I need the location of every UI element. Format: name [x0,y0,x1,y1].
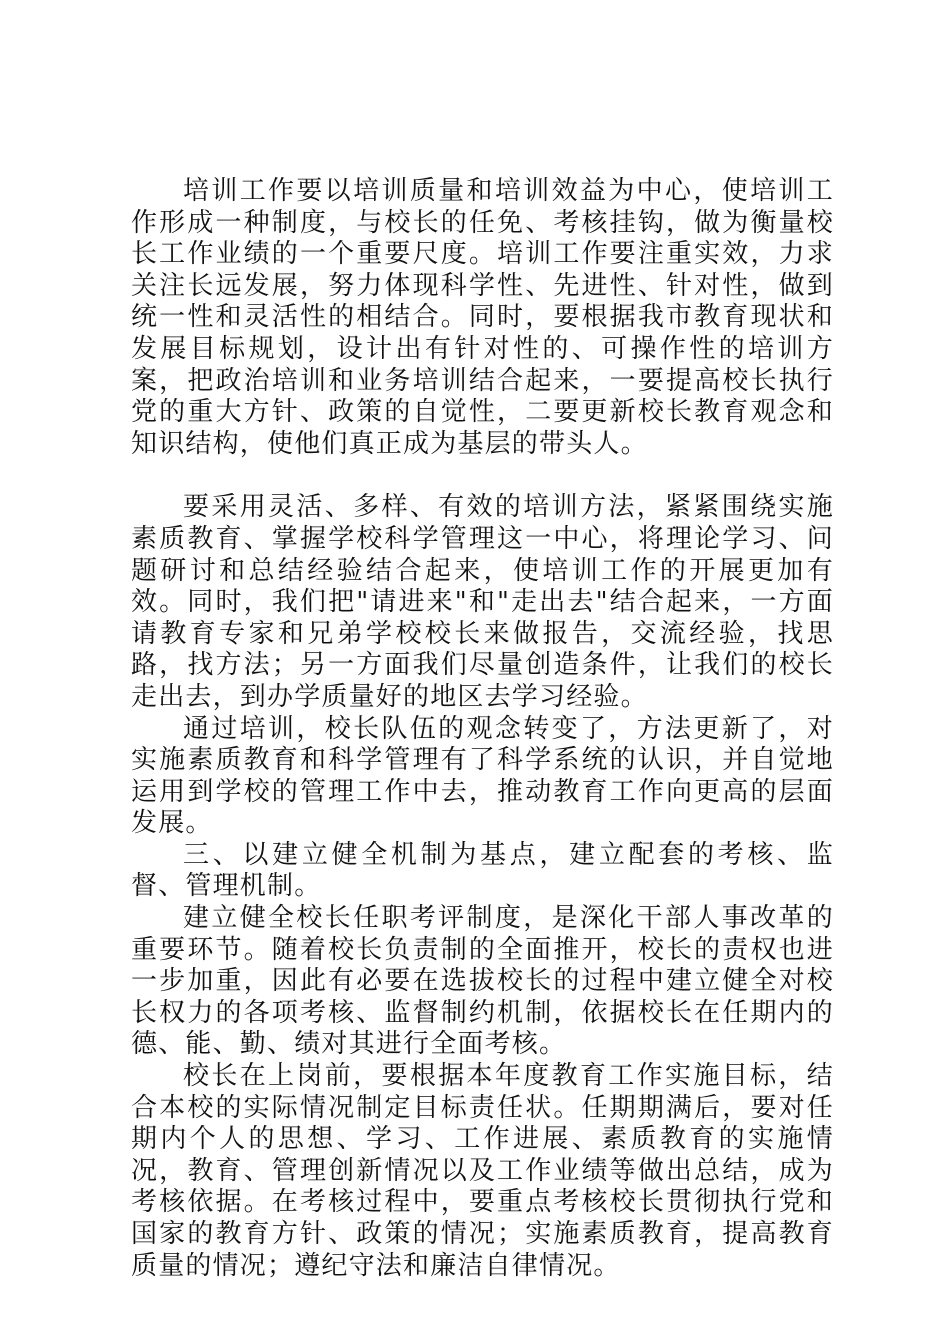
section-heading-mechanism: 三、以建立健全机制为基点，建立配套的考核、监督、管理机制。 [131,839,834,902]
paragraph-training-goals: 培训工作要以培训质量和培训效益为中心，使培训工作形成一种制度，与校长的任免、考核挂钩，做为衡量校长工作业绩的一个重要尺度。培训工作要注重实效，力求关注长远发展，努力体现科学性、先进性、针对性，做到统一性和灵活性的相结合。同时，要根据我市教育现状和发展目标规划，设计出有针对性的、可操作性的培训方案，把政治培训和业务培训结合起来，一要提高校长执行党的重大方针、政策的自觉性，二要更新校长教育观念和知识结构，使他们真正成为基层的带头人。 [131,176,834,459]
paragraph-responsibility-assessment: 校长在上岗前，要根据本年度教育工作实施目标，结合本校的实际情况制定目标责任状。任期期满后，要对任期内个人的思想、学习、工作进展、素质教育的实施情况，教育、管理创新情况以及工作业绩等做出总结，成为考核依据。在考核过程中，要重点考核校长贯彻执行党和国家的教育方针、政策的情况；实施素质教育，提高教育质量的情况；遵纪守法和廉洁自律情况。 [131,1061,834,1281]
paragraph-training-methods: 要采用灵活、多样、有效的培训方法，紧紧围绕实施素质教育、掌握学校科学管理这一中心，将理论学习、问题研讨和总结经验结合起来，使培训工作的开展更加有效。同时，我们把"请进来"和"走出去"结合起来，一方面请教育专家和兄弟学校校长来做报告，交流经验，找思路，找方法；另一方面我们尽量创造条件，让我们的校长走出去，到办学质量好的地区去学习经验。 [131,492,834,712]
document-body [131,176,834,1282]
paragraph-training-results: 通过培训，校长队伍的观念转变了，方法更新了，对实施素质教育和科学管理有了科学系统的认识，并自觉地运用到学校的管理工作中去，推动教育工作向更高的层面发展。 [131,713,834,839]
paragraph-evaluation-system: 建立健全校长任职考评制度，是深化干部人事改革的重要环节。随着校长负责制的全面推开，校长的责权也进一步加重，因此有必要在选拔校长的过程中建立健全对校长权力的各项考核、监督制约机制，依据校长在任期内的德、能、勤、绩对其进行全面考核。 [131,903,834,1060]
paragraph-spacer [131,460,834,492]
